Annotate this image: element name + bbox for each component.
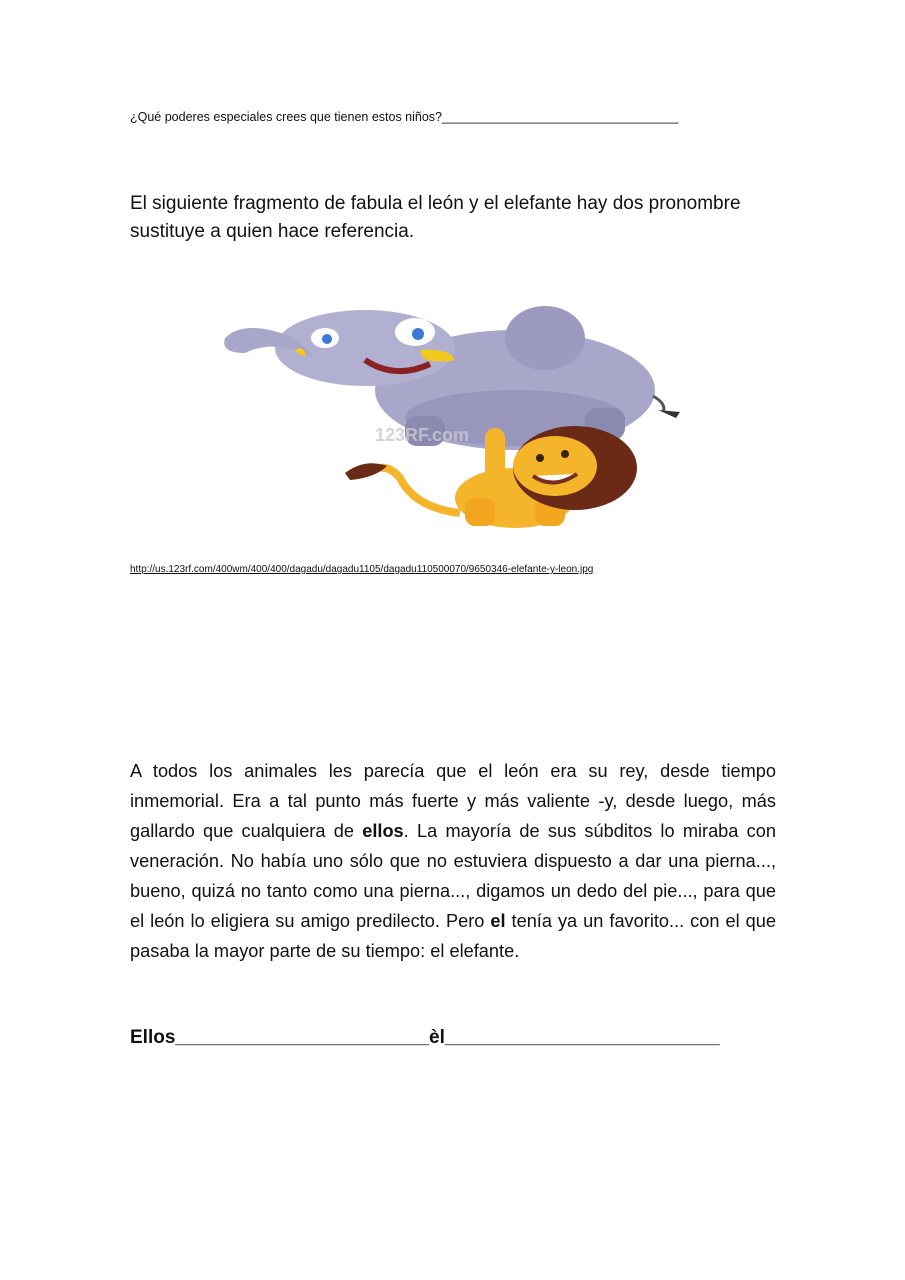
question-text: ¿Qué poderes especiales crees que tienen estos niños?: [130, 110, 442, 124]
pronoun-ellos: ellos: [362, 821, 404, 841]
lion-tail: [380, 468, 460, 513]
pronoun-el: el: [490, 911, 506, 931]
answer-blank-el[interactable]: __________________________: [444, 1027, 720, 1048]
elephant-pupil: [412, 328, 424, 340]
watermark-text: 123RF.com: [375, 425, 470, 445]
elephant-pupil: [322, 334, 332, 344]
elephant-tail: [653, 396, 664, 412]
image-source-link[interactable]: http://us.123rf.com/400wm/400/400/dagadu/dagadu1105/dagadu110500070/9650346-elefante-y-leon.jpg: [130, 564, 594, 575]
lion-face: [513, 436, 597, 496]
lion-arm: [485, 428, 505, 488]
elephant-ear: [505, 306, 585, 370]
answer-line: [130, 1024, 720, 1052]
fable-paragraph: [130, 756, 776, 966]
answer-label-el: èl: [429, 1027, 445, 1048]
elephant-tail-tuft: [658, 410, 680, 418]
question-line: [130, 109, 678, 125]
fable-text-part3: tenía ya un favorito... con el que pasaba la mayor parte de su tiempo: el elefante.: [130, 911, 776, 961]
fable-text-part1: A todos los animales les parecía que el león era su rey, desde tiempo inmemorial. Era a tal punto más fuerte y más valiente -y, desde luego, más gallardo que cualquiera de: [130, 761, 776, 841]
answer-blank-ellos[interactable]: ________________________: [175, 1027, 430, 1048]
elephant-lion-illustration: [215, 298, 690, 533]
lion-tail-tuft: [345, 463, 387, 480]
elephant-lion-drawing: [215, 298, 690, 533]
answer-label-ellos: Ellos: [130, 1027, 176, 1048]
intro-paragraph: El siguiente fragmento de fabula el león y el elefante hay dos pronombre sustituye a quien hace referencia.: [130, 193, 741, 242]
lion-leg: [465, 498, 495, 526]
fable-text-part2: . La mayoría de sus súbditos lo miraba con veneración. No había uno sólo que no estuviera dispuesto a dar una pierna..., bueno, quizá no tanto como una pierna..., digamos un dedo del pie..., para que el león lo eligiera su amigo predilecto. Pero: [130, 821, 776, 931]
lion-eye: [561, 450, 569, 458]
lion-eye: [536, 454, 544, 462]
question-blank: __________________________________: [442, 110, 679, 124]
